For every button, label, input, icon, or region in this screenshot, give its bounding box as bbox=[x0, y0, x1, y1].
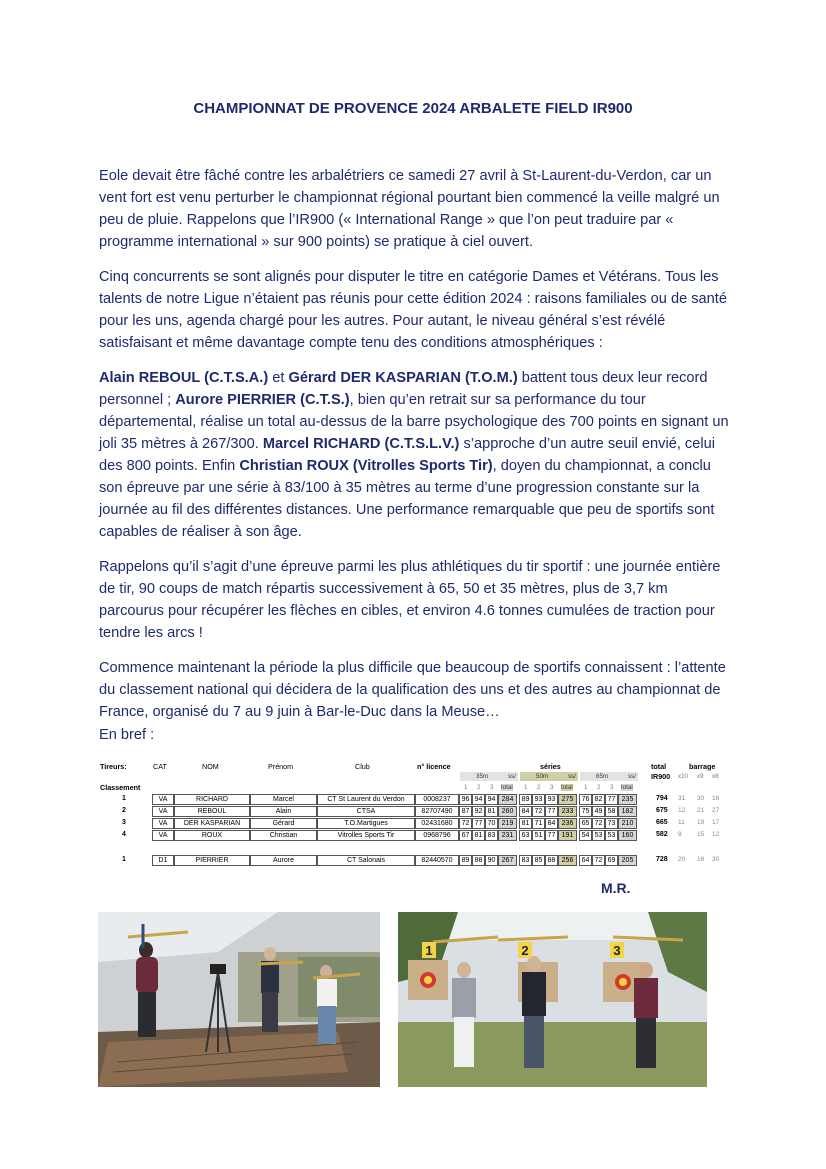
cell-nom: DER KASPARIAN bbox=[174, 818, 250, 829]
cell-c1: 54 bbox=[579, 830, 592, 841]
shooter-roux: Christian ROUX (Vitrolles Sports Tir) bbox=[239, 458, 493, 474]
row-barrage-x10: 31 bbox=[678, 795, 686, 802]
row-rank: 4 bbox=[122, 831, 126, 838]
s3-35: 3 bbox=[490, 784, 494, 791]
cell-club: T.O.Martigues bbox=[317, 818, 415, 829]
cell-a1: 89 bbox=[459, 855, 472, 866]
cell-cat: D1 bbox=[152, 855, 174, 866]
row-rank: 1 bbox=[122, 795, 126, 802]
cell-prenom: Aurore bbox=[250, 855, 317, 866]
s2-65: 2 bbox=[597, 784, 601, 791]
header-cat: CAT bbox=[153, 762, 167, 771]
cell-bt: 275 bbox=[558, 794, 577, 805]
cell-at: 219 bbox=[498, 818, 517, 829]
shooter-reboul: Alain REBOUL (C.T.S.A.) bbox=[99, 370, 269, 386]
row-barrage-x10: 9 bbox=[678, 831, 682, 838]
row-barrage-x9: 19 bbox=[697, 819, 705, 826]
text-run: battent tous deux leur record personnel ; bbox=[99, 370, 708, 408]
row-barrage-x9: 21 bbox=[697, 807, 705, 814]
cell-a2: 81 bbox=[472, 830, 485, 841]
cell-bt: 236 bbox=[558, 818, 577, 829]
row-total-ir900: 582 bbox=[656, 831, 668, 838]
stotal-65: total bbox=[621, 784, 633, 791]
text-run: et bbox=[268, 370, 289, 386]
cell-b2: 71 bbox=[532, 818, 545, 829]
header-prenom: Prénom bbox=[268, 762, 294, 771]
paragraph-5: Commence maintenant la période la plus difficile que beaucoup de sportifs connaissent : l’attente du classement national qui décidera de la qualification des uns et des autres au championnat de France, organisé du 7 au 9 juin à Bar-le-Duc dans la Meuse… bbox=[99, 660, 726, 720]
cell-cat: VA bbox=[152, 830, 174, 841]
cell-cat: VA bbox=[152, 806, 174, 817]
rank-number-3: 3 bbox=[613, 943, 621, 958]
cell-c1: 75 bbox=[579, 806, 592, 817]
header-club: Club bbox=[355, 762, 370, 771]
cell-c2: 53 bbox=[592, 830, 605, 841]
paragraph-1: Eole devait être fâché contre les arbalétriers ce samedi 27 avril à St-Laurent-du-Verdon, car un vent fort est venu perturber le championnat régional pourtant bien commencé la veille malgré un peu de pluie. Rappelons que l’IR900 (« International Range » que l’on peut traduire par « programme international » sur 900 points) se pratique à ciel ouvert. bbox=[99, 168, 720, 250]
row-barrage-x8: 27 bbox=[712, 807, 720, 814]
cell-c3: 53 bbox=[605, 830, 618, 841]
s3-50: 3 bbox=[550, 784, 554, 791]
cell-a1: 67 bbox=[459, 830, 472, 841]
cell-cat: VA bbox=[152, 818, 174, 829]
cell-a3: 81 bbox=[485, 806, 498, 817]
cell-licence: 82707490 bbox=[415, 806, 459, 817]
cell-c3: 77 bbox=[605, 794, 618, 805]
in-brief-label: En bref : bbox=[99, 727, 155, 743]
cell-c3: 69 bbox=[605, 855, 618, 866]
cell-c1: 76 bbox=[579, 794, 592, 805]
cell-a2: 77 bbox=[472, 818, 485, 829]
cell-club: CTSA bbox=[317, 806, 415, 817]
cell-b3: 77 bbox=[545, 830, 558, 841]
header-licence: n° licence bbox=[417, 762, 451, 771]
text-run: , doyen du championnat, a conclu son épreuve par une série à 83/100 à 35 mètres au terme d’une progression constante sur la journée au fil des différentes distances. Une performance remarquable que peu de sportifs sont capables de réaliser à son âge. bbox=[99, 458, 715, 540]
ss-50: ss/ bbox=[568, 773, 576, 780]
text-run: s’approche d’un autre seuil envié, celui des 800 points. Enfin bbox=[99, 436, 715, 474]
stotal-35: total bbox=[501, 784, 513, 791]
cell-prenom: Alain bbox=[250, 806, 317, 817]
row-barrage-x9: 16 bbox=[697, 856, 705, 863]
cell-at: 260 bbox=[498, 806, 517, 817]
cell-b1: 63 bbox=[519, 830, 532, 841]
row-barrage-x8: 17 bbox=[712, 819, 720, 826]
cell-a3: 70 bbox=[485, 818, 498, 829]
photo-shooters-deck bbox=[98, 912, 380, 1087]
cell-a3: 83 bbox=[485, 830, 498, 841]
cell-a3: 90 bbox=[485, 855, 498, 866]
cell-b2: 93 bbox=[532, 794, 545, 805]
cell-licence: 0968796 bbox=[415, 830, 459, 841]
cell-cat: VA bbox=[152, 794, 174, 805]
cell-b3: 77 bbox=[545, 806, 558, 817]
text-run: , bien qu’en retrait sur sa performance du tour départemental, réalise un total au-dessus de la barre psychologique des 700 points en signant un joli 35 mètres à 267/300. bbox=[99, 392, 729, 452]
row-barrage-x8: 16 bbox=[712, 795, 720, 802]
row-barrage-x8: 12 bbox=[712, 831, 720, 838]
cell-b3: 84 bbox=[545, 818, 558, 829]
cell-prenom: Christian bbox=[250, 830, 317, 841]
cell-b3: 88 bbox=[545, 855, 558, 866]
s2-35: 2 bbox=[477, 784, 481, 791]
page-title: CHAMPIONNAT DE PROVENCE 2024 ARBALETE FIELD IR900 bbox=[193, 100, 633, 117]
header-ir900: IR900 bbox=[651, 772, 671, 781]
shooter-richard: Marcel RICHARD (C.T.S.L.V.) bbox=[262, 436, 460, 452]
cell-c2: 82 bbox=[592, 794, 605, 805]
row-rank: 1 bbox=[122, 856, 126, 863]
cell-nom: PIERRIER bbox=[174, 855, 250, 866]
dist-35: 35m bbox=[476, 773, 489, 780]
s1-35: 1 bbox=[464, 784, 468, 791]
s2-50: 2 bbox=[537, 784, 541, 791]
photo-podium-targets bbox=[398, 912, 707, 1087]
cell-c1: 65 bbox=[579, 818, 592, 829]
cell-ct: 205 bbox=[618, 855, 637, 866]
row-barrage-x9: 15 bbox=[697, 831, 705, 838]
row-barrage-x8: 30 bbox=[712, 856, 720, 863]
cell-at: 284 bbox=[498, 794, 517, 805]
cell-b1: 89 bbox=[519, 794, 532, 805]
stotal-50: total bbox=[561, 784, 573, 791]
cell-at: 267 bbox=[498, 855, 517, 866]
header-nom: NOM bbox=[202, 762, 219, 771]
s3-65: 3 bbox=[610, 784, 614, 791]
cell-b2: 72 bbox=[532, 806, 545, 817]
cell-bt: 256 bbox=[558, 855, 577, 866]
cell-c2: 72 bbox=[592, 818, 605, 829]
cell-b1: 81 bbox=[519, 818, 532, 829]
cell-a1: 87 bbox=[459, 806, 472, 817]
s1-50: 1 bbox=[524, 784, 528, 791]
header-barrage: barrage bbox=[689, 762, 716, 771]
cell-b3: 93 bbox=[545, 794, 558, 805]
header-tireurs: Tireurs: bbox=[100, 762, 127, 771]
photo-podium-illustration bbox=[398, 912, 707, 1087]
cell-a1: 72 bbox=[459, 818, 472, 829]
ss-35: ss/ bbox=[508, 773, 516, 780]
x9-label: x9 bbox=[697, 773, 704, 780]
rank-number-2: 2 bbox=[521, 943, 529, 958]
row-barrage-x9: 30 bbox=[697, 795, 705, 802]
cell-a2: 92 bbox=[472, 806, 485, 817]
cell-c1: 64 bbox=[579, 855, 592, 866]
row-barrage-x10: 20 bbox=[678, 856, 686, 863]
paragraph-3 bbox=[99, 367, 731, 543]
cell-ct: 160 bbox=[618, 830, 637, 841]
cell-nom: REBOUL bbox=[174, 806, 250, 817]
cell-prenom: Gérard bbox=[250, 818, 317, 829]
cell-prenom: Marcel bbox=[250, 794, 317, 805]
photo-shooters-illustration bbox=[98, 912, 380, 1087]
cell-bt: 191 bbox=[558, 830, 577, 841]
cell-b2: 85 bbox=[532, 855, 545, 866]
cell-licence: 82440570 bbox=[415, 855, 459, 866]
cell-bt: 233 bbox=[558, 806, 577, 817]
header-series: séries bbox=[540, 762, 561, 771]
cell-a2: 94 bbox=[472, 794, 485, 805]
dist-50: 50m bbox=[536, 773, 549, 780]
paragraph-4: Rappelons qu’il s’agit d’une épreuve parmi les plus athlétiques du tir sportif : une journée entière de tir, 90 coups de match répartis successivement à 65, 50 et 35 mètres, plus de 3,7 km parcourus pour récupérer les flèches en cibles, et environ 4.6 tonnes cumulées de traction pour tendre les arcs ! bbox=[99, 559, 721, 641]
row-total-ir900: 728 bbox=[656, 856, 668, 863]
cell-ct: 210 bbox=[618, 818, 637, 829]
dist-65: 65m bbox=[596, 773, 609, 780]
cell-licence: 0008237 bbox=[415, 794, 459, 805]
s1-65: 1 bbox=[584, 784, 588, 791]
cell-b1: 83 bbox=[519, 855, 532, 866]
cell-ct: 235 bbox=[618, 794, 637, 805]
row-barrage-x10: 12 bbox=[678, 807, 686, 814]
cell-club: CT Salonais bbox=[317, 855, 415, 866]
cell-c3: 58 bbox=[605, 806, 618, 817]
cell-b1: 84 bbox=[519, 806, 532, 817]
x8-label: x8 bbox=[712, 773, 719, 780]
article-body bbox=[99, 165, 731, 736]
cell-licence: 02431680 bbox=[415, 818, 459, 829]
cell-c2: 49 bbox=[592, 806, 605, 817]
cell-at: 231 bbox=[498, 830, 517, 841]
header-total: total bbox=[651, 762, 667, 771]
row-total-ir900: 794 bbox=[656, 795, 668, 802]
cell-club: Vitrolles Sports Tir bbox=[317, 830, 415, 841]
cell-c2: 72 bbox=[592, 855, 605, 866]
paragraph-2: Cinq concurrents se sont alignés pour disputer le titre en catégorie Dames et Vétérans. Tous les talents de notre Ligue n’étaient pas réunis pour cette édition 2024 : raisons familiales ou de santé pour les uns, agenda chargé pour les autres. Pour autant, le niveau général s’est révélé satisfaisant et même davantage compte tenu des conditions atmosphériques : bbox=[99, 269, 727, 351]
ss-65: ss/ bbox=[628, 773, 636, 780]
cell-a3: 94 bbox=[485, 794, 498, 805]
cell-nom: ROUX bbox=[174, 830, 250, 841]
cell-ct: 182 bbox=[618, 806, 637, 817]
cell-club: CT St Laurent du Verdon bbox=[317, 794, 415, 805]
cell-nom: RICHARD bbox=[174, 794, 250, 805]
row-rank: 2 bbox=[122, 807, 126, 814]
signature: M.R. bbox=[601, 880, 631, 896]
shooter-pierrier: Aurore PIERRIER (C.T.S.) bbox=[175, 392, 350, 408]
cell-a2: 88 bbox=[472, 855, 485, 866]
row-total-ir900: 665 bbox=[656, 819, 668, 826]
rank-number-1: 1 bbox=[425, 943, 433, 958]
row-total-ir900: 675 bbox=[656, 807, 668, 814]
row-barrage-x10: 11 bbox=[678, 819, 685, 826]
row-rank: 3 bbox=[122, 819, 126, 826]
cell-b2: 51 bbox=[532, 830, 545, 841]
x10-label: x10 bbox=[678, 773, 688, 780]
cell-a1: 96 bbox=[459, 794, 472, 805]
shooter-der-kasparian: Gérard DER KASPARIAN (T.O.M.) bbox=[288, 370, 518, 386]
header-classement: Classement bbox=[100, 783, 141, 792]
cell-c3: 73 bbox=[605, 818, 618, 829]
